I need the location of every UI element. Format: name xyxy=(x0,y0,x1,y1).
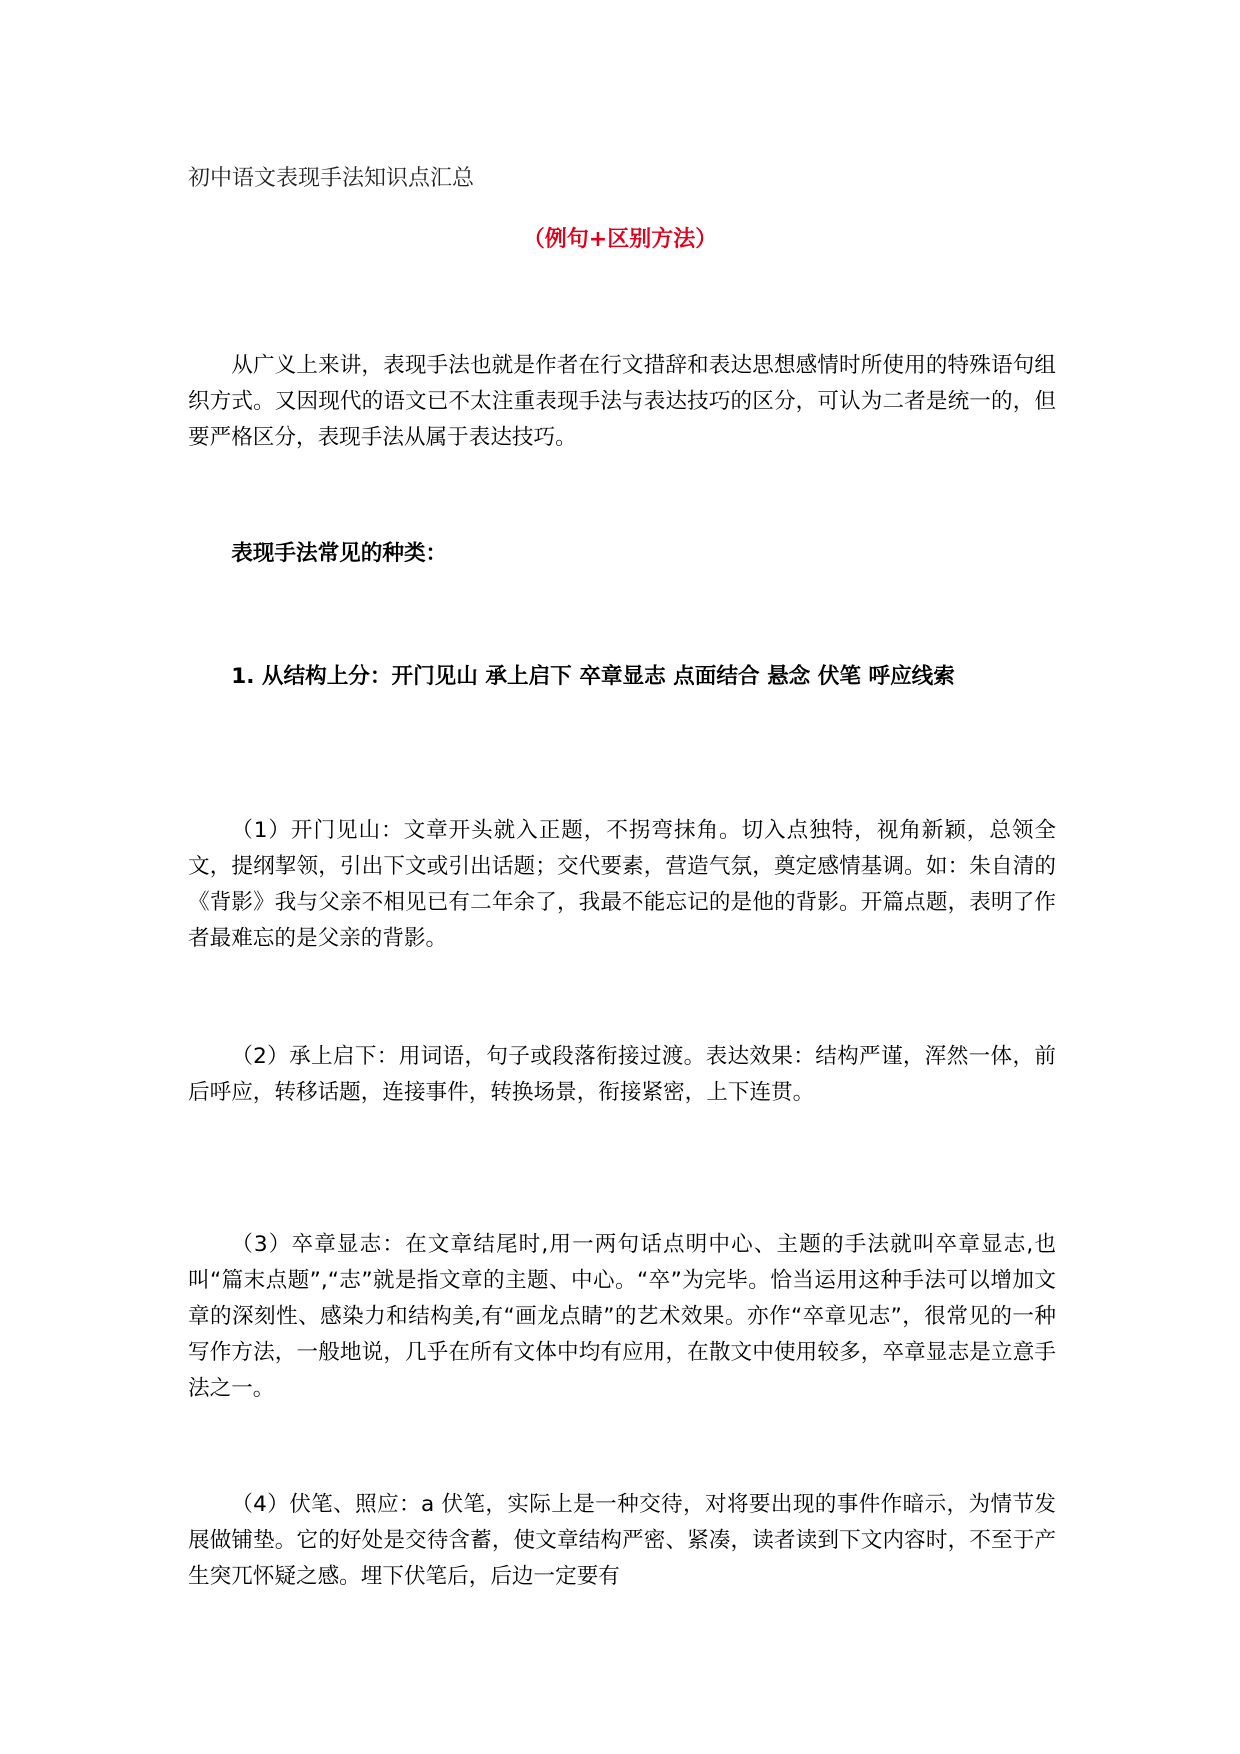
document-title: 初中语文表现手法知识点汇总 xyxy=(188,166,475,191)
list-item: （3）卒章显志：在文章结尾时,用一两句话点明中心、主题的手法就叫卒章显志,也叫“篇末点题”,“志”就是指文章的主题、中心。“卒”为完毕。恰当运用这种手法可以增加文章的深刻性、感染力和结构美,有“画龙点睛”的艺术效果。亦作“卒章见志”，很常见的一种写作方法，一般地说，几乎在所有文体中均有应用，在散文中使用较多，卒章显志是立意手法之一。 xyxy=(188,1232,1056,1401)
types-heading: 表现手法常见的种类： xyxy=(231,541,448,566)
document-subtitle: （例句+区别方法） xyxy=(522,227,718,252)
list-item: （1）开门见山：文章开头就入正题，不拐弯抹角。切入点独特，视角新颖，总领全文，提纲挈领，引出下文或引出话题；交代要素，营造气氛，奠定感情基调。如：朱自清的《背影》我与父亲不相见已有二年余了，我最不能忘记的是他的背影。开篇点题，表明了作者最难忘的是父亲的背影。 xyxy=(188,818,1056,951)
intro-paragraph: 从广义上来讲，表现手法也就是作者在行文措辞和表达思想感情时所使用的特殊语句组织方式。又因现代的语文已不太注重表现手法与表达技巧的区分，可认为二者是统一的，但要严格区分，表现手法从属于表达技巧。 xyxy=(188,353,1056,450)
list-item: （4）伏笔、照应：a 伏笔，实际上是一种交待，对将要出现的事件作暗示，为情节发展做铺垫。它的好处是交待含蓄，使文章结构严密、紧凑，读者读到下文内容时，不至于产生突兀怀疑之感。埋下伏笔后，后边一定要有 xyxy=(188,1492,1056,1589)
structure-heading: 1. 从结构上分：开门见山 承上启下 卒章显志 点面结合 悬念 伏笔 呼应线索 xyxy=(231,664,955,689)
list-item: （2）承上启下：用词语，句子或段落衔接过渡。表达效果：结构严谨，浑然一体，前后呼应，转移话题，连接事件，转换场景，衔接紧密，上下连贯。 xyxy=(188,1044,1056,1105)
